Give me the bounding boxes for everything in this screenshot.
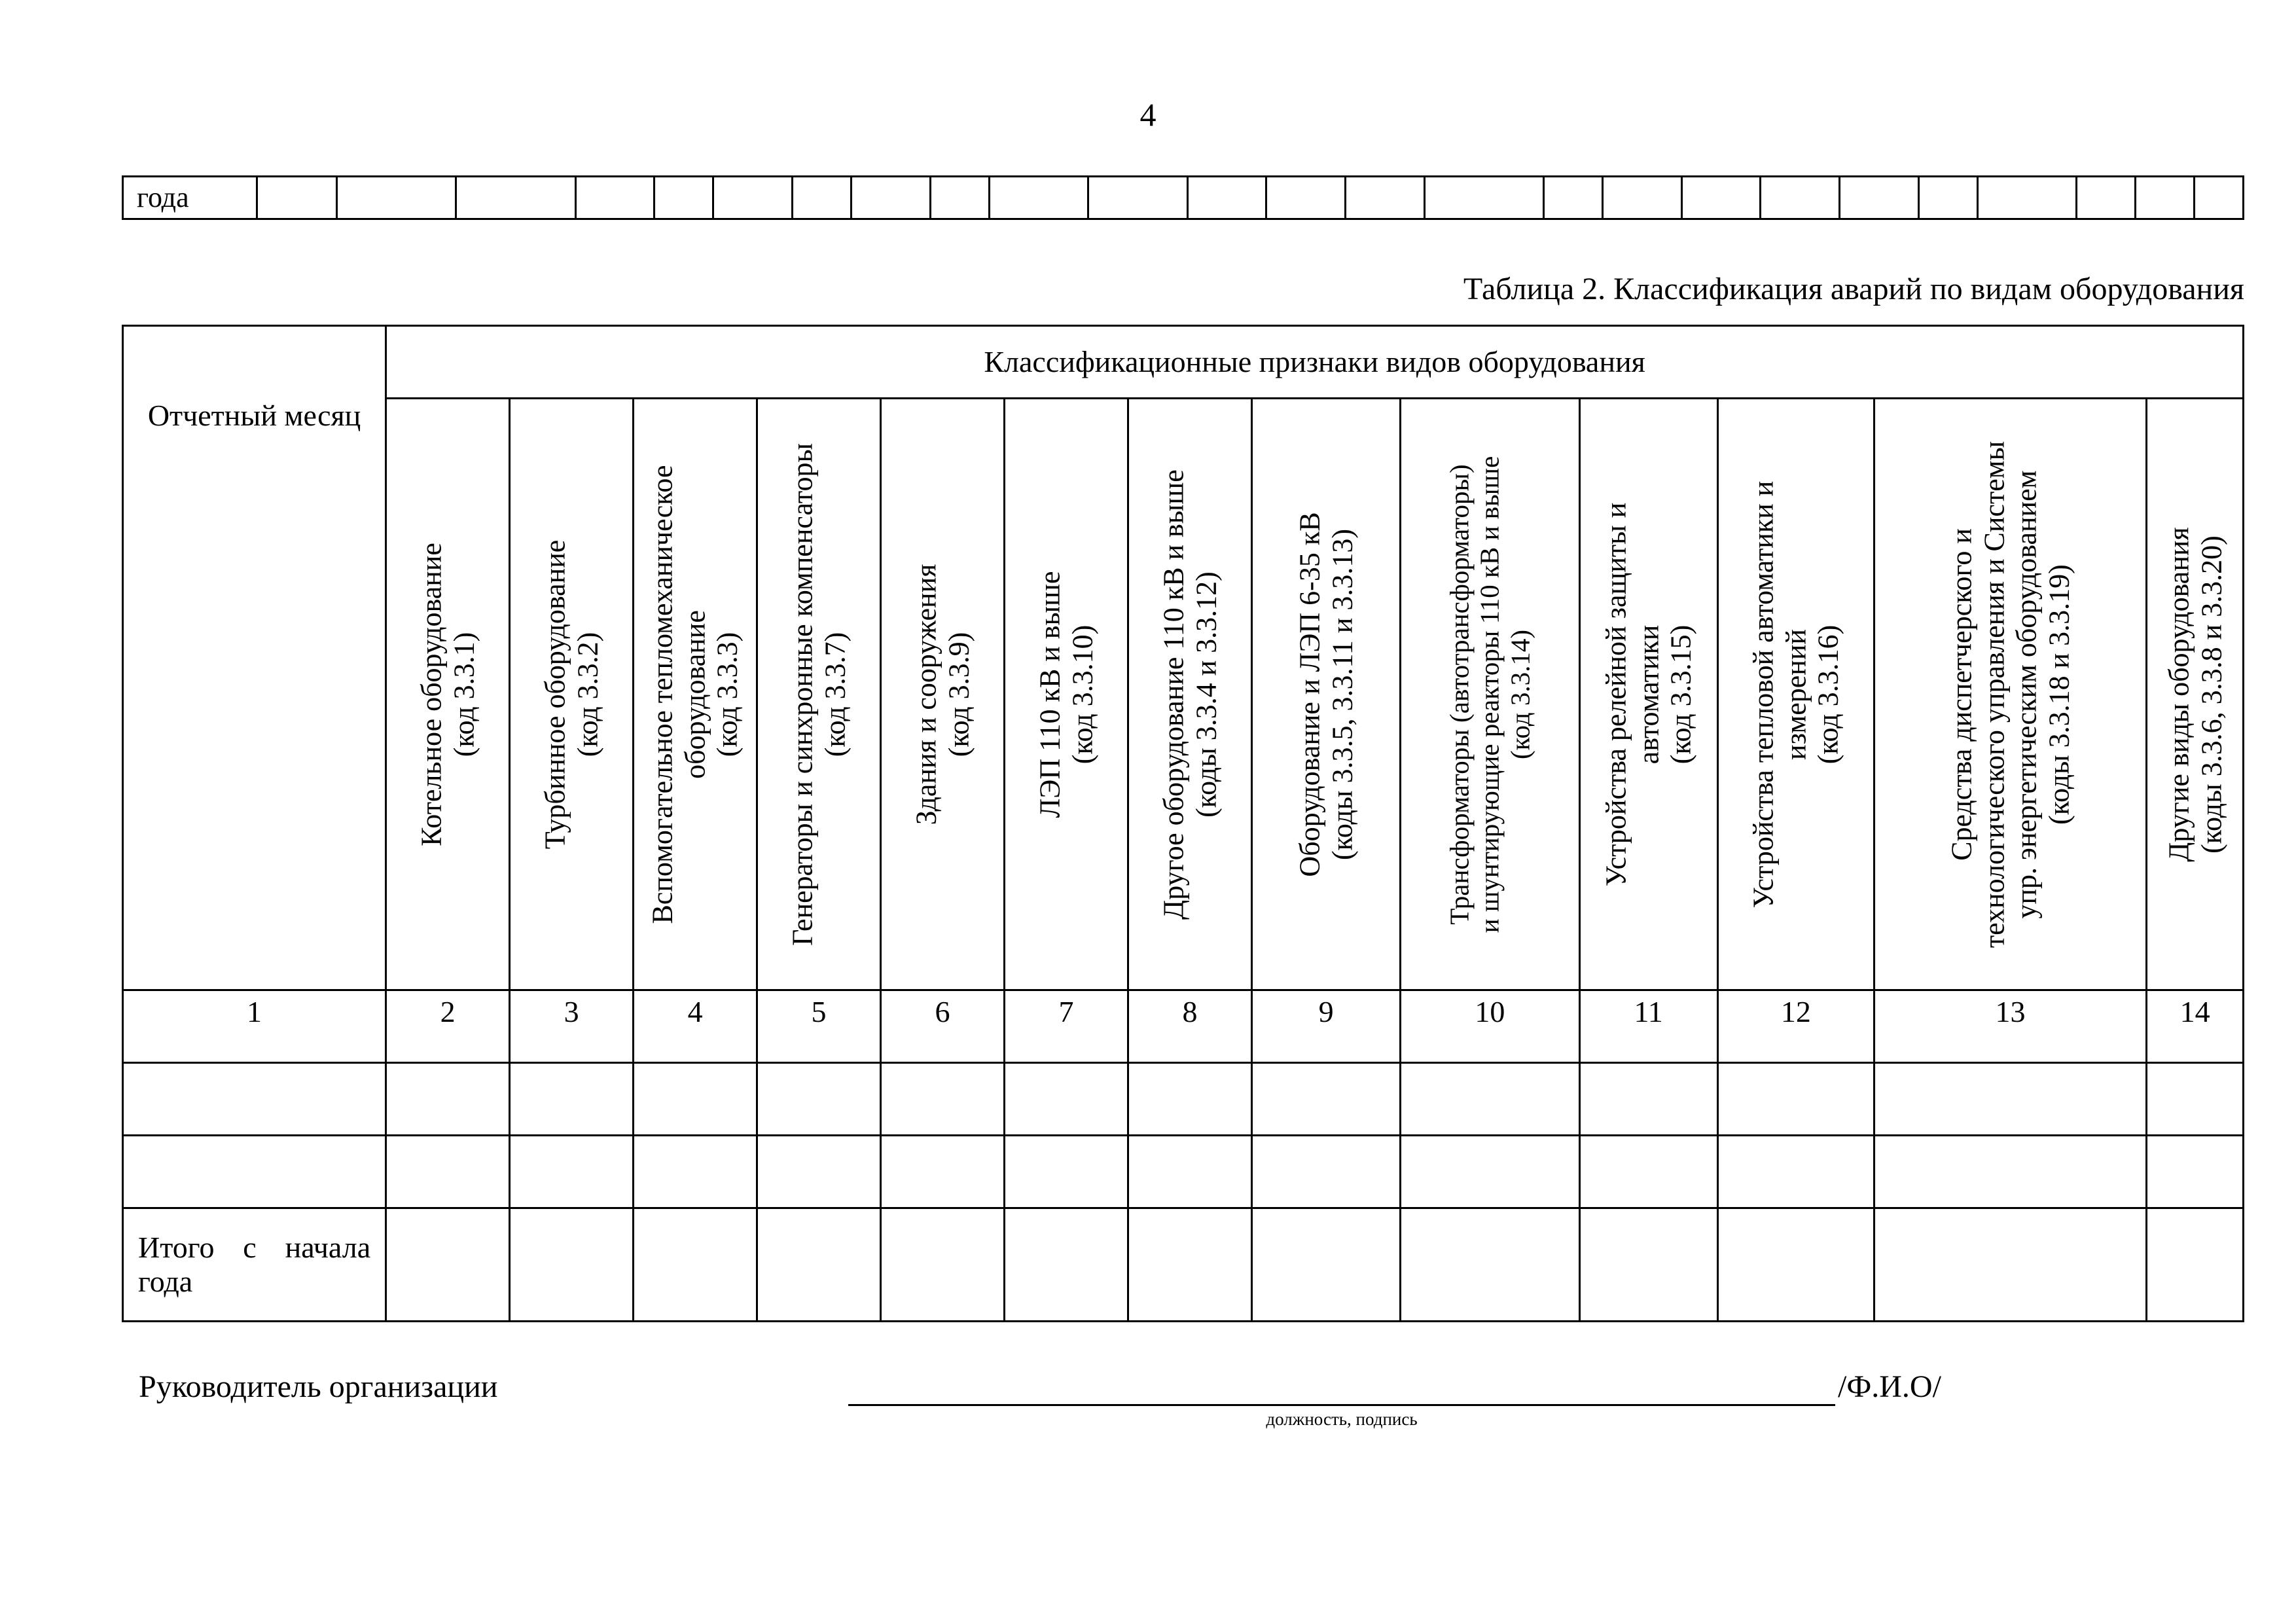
column-header-equipment-6-35: Оборудование и ЛЭП 6-35 кВ (коды 3.3.5, 3.3.11 и 3.3.13) bbox=[1252, 399, 1401, 990]
table-cell bbox=[123, 1136, 386, 1208]
table-cell bbox=[386, 1063, 510, 1136]
table-cell bbox=[510, 1063, 634, 1136]
top-row-cell bbox=[1266, 177, 1346, 219]
column-number: 8 bbox=[1128, 990, 1252, 1063]
table-cell bbox=[2147, 1208, 2244, 1322]
table-cell bbox=[1579, 1136, 1717, 1208]
table-cell bbox=[1252, 1136, 1401, 1208]
page-number: 4 bbox=[1139, 96, 1157, 133]
top-row-cell bbox=[456, 177, 575, 219]
column-number: 9 bbox=[1252, 990, 1401, 1063]
table-caption: Таблица 2. Классификация аварий по видам оборудования bbox=[1463, 272, 2244, 306]
table-cell bbox=[881, 1208, 1005, 1322]
column-header-generators: Генераторы и синхронные компенсаторы (код 3.3.7) bbox=[757, 399, 881, 990]
table-cell bbox=[1717, 1208, 1874, 1322]
signature-hint: должность, подпись bbox=[1266, 1409, 1418, 1429]
table-cell bbox=[2147, 1063, 2244, 1136]
top-row-cell bbox=[1918, 177, 1977, 219]
column-header-other-equipment: Другие виды оборудования (коды 3.3.6, 3.3.8 и 3.3.20) bbox=[2147, 399, 2244, 990]
column-number: 10 bbox=[1401, 990, 1579, 1063]
column-header-turbine-equipment: Турбинное оборудование (код 3.3.2) bbox=[510, 399, 634, 990]
column-number: 7 bbox=[1005, 990, 1128, 1063]
column-number: 1 bbox=[123, 990, 386, 1063]
table-cell bbox=[1128, 1063, 1252, 1136]
table-cell bbox=[1401, 1136, 1579, 1208]
table-cell bbox=[386, 1208, 510, 1322]
table-row bbox=[123, 1136, 2244, 1208]
table-cell bbox=[1128, 1208, 1252, 1322]
column-number: 14 bbox=[2147, 990, 2244, 1063]
signature-fio: /Ф.И.О/ bbox=[1838, 1369, 1941, 1404]
column-number: 6 bbox=[881, 990, 1005, 1063]
table-cell bbox=[1874, 1208, 2146, 1322]
header-row-columns bbox=[123, 399, 2244, 990]
top-row-cell bbox=[713, 177, 793, 219]
table-cell bbox=[510, 1208, 634, 1322]
top-row-cell bbox=[793, 177, 852, 219]
table-cell bbox=[2147, 1136, 2244, 1208]
top-row-cell bbox=[930, 177, 989, 219]
reporting-month-header: Отчетный месяц bbox=[123, 326, 386, 990]
column-number: 3 bbox=[510, 990, 634, 1063]
top-row-cell bbox=[655, 177, 713, 219]
column-number: 13 bbox=[1874, 990, 2146, 1063]
table-cell bbox=[634, 1136, 757, 1208]
column-number: 4 bbox=[634, 990, 757, 1063]
top-row-cell bbox=[852, 177, 931, 219]
column-header-buildings: Здания и сооружения (код 3.3.9) bbox=[881, 399, 1005, 990]
column-number: 12 bbox=[1717, 990, 1874, 1063]
top-row-cell bbox=[337, 177, 456, 219]
header-row-group bbox=[123, 326, 2244, 399]
top-row-cell bbox=[575, 177, 655, 219]
table-cell bbox=[881, 1136, 1005, 1208]
table-cell bbox=[1717, 1136, 1874, 1208]
total-since-year-start-label: Итого с начала года bbox=[123, 1208, 386, 1322]
table-cell bbox=[1252, 1208, 1401, 1322]
column-number: 2 bbox=[386, 990, 510, 1063]
signature-label: Руководитель организации bbox=[139, 1369, 498, 1404]
table-cell bbox=[510, 1136, 634, 1208]
top-row-cell bbox=[1346, 177, 1425, 219]
previous-table-continuation-row bbox=[122, 175, 2244, 220]
table-cell bbox=[1717, 1063, 1874, 1136]
column-header-auxiliary-thermomechanical: Вспомогательное тепломеханическое оборудование (код 3.3.3) bbox=[634, 399, 757, 990]
top-row-cell bbox=[1681, 177, 1761, 219]
top-row-cell bbox=[1187, 177, 1266, 219]
accident-classification-table bbox=[122, 325, 2244, 1322]
column-header-dispatch-control: Средства диспетчерского и технологического управления и Системы упр. энергетическим оборудованием (коды 3.3.18 и 3.3.19) bbox=[1874, 399, 2146, 990]
column-header-thermal-automation: Устройства тепловой автоматики и измерений (код 3.3.16) bbox=[1717, 399, 1874, 990]
top-row-label: года bbox=[123, 177, 257, 219]
table-row bbox=[123, 1063, 2244, 1136]
table-cell bbox=[757, 1208, 881, 1322]
table-cell bbox=[1579, 1063, 1717, 1136]
table-cell bbox=[1005, 1136, 1128, 1208]
top-row-cell bbox=[2195, 177, 2244, 219]
top-row-cell bbox=[2136, 177, 2195, 219]
top-row-cell bbox=[1602, 177, 1681, 219]
column-header-transformers: Трансформаторы (автотрансформаторы) и шунтирующие реакторы 110 кВ и выше (код 3.3.14) bbox=[1401, 399, 1579, 990]
column-header-other-equipment-110: Другое оборудование 110 кВ и выше (коды 3.3.4 и 3.3.12) bbox=[1128, 399, 1252, 990]
table-cell bbox=[386, 1136, 510, 1208]
table-cell bbox=[881, 1063, 1005, 1136]
top-row-cell bbox=[1088, 177, 1187, 219]
table-cell bbox=[1401, 1208, 1579, 1322]
table-cell bbox=[1874, 1136, 2146, 1208]
top-row-cell bbox=[2077, 177, 2136, 219]
column-number: 5 bbox=[757, 990, 881, 1063]
column-header-relay-protection: Устройства релейной защиты и автоматики (код 3.3.15) bbox=[1579, 399, 1717, 990]
column-header-power-lines-110: ЛЭП 110 кВ и выше (код 3.3.10) bbox=[1005, 399, 1128, 990]
table-cell bbox=[1401, 1063, 1579, 1136]
top-row bbox=[123, 177, 2244, 219]
total-row bbox=[123, 1208, 2244, 1322]
table-cell bbox=[1579, 1208, 1717, 1322]
column-number: 11 bbox=[1579, 990, 1717, 1063]
table-cell bbox=[634, 1208, 757, 1322]
column-number-row bbox=[123, 990, 2244, 1063]
table-cell bbox=[1005, 1208, 1128, 1322]
table-cell bbox=[1252, 1063, 1401, 1136]
top-row-cell bbox=[257, 177, 337, 219]
top-row-cell bbox=[1424, 177, 1543, 219]
top-row-cell bbox=[989, 177, 1088, 219]
top-row-cell bbox=[1543, 177, 1602, 219]
table-cell bbox=[1128, 1136, 1252, 1208]
classification-group-header: Классификационные признаки видов оборудования bbox=[386, 326, 2244, 399]
table-cell bbox=[757, 1136, 881, 1208]
table-cell bbox=[634, 1063, 757, 1136]
top-row-cell bbox=[1977, 177, 2076, 219]
table-cell bbox=[757, 1063, 881, 1136]
table-cell bbox=[1874, 1063, 2146, 1136]
table-cell bbox=[1005, 1063, 1128, 1136]
table-cell bbox=[123, 1063, 386, 1136]
column-header-boiler-equipment: Котельное оборудование (код 3.3.1) bbox=[386, 399, 510, 990]
top-row-cell bbox=[1840, 177, 1919, 219]
top-row-cell bbox=[1761, 177, 1840, 219]
signature-line bbox=[848, 1404, 1835, 1406]
